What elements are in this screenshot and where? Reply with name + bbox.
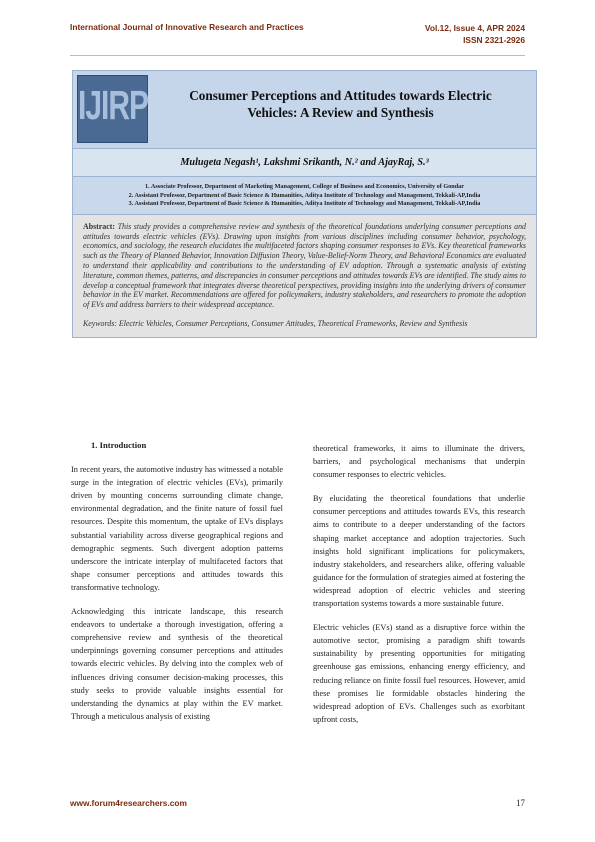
title-block xyxy=(72,70,537,338)
affiliation-3: 3. Assistant Professor, Department of Basic Science & Humanities, Aditya Institute of Technology and Management, Tekkali-AP,India xyxy=(128,200,481,208)
abstract-box xyxy=(73,214,536,337)
paper-title: Consumer Perceptions and Attitudes towards Electric Vehicles: A Review and Synthesis xyxy=(189,88,492,120)
affiliations xyxy=(73,176,536,214)
header-divider xyxy=(70,55,525,56)
affiliation-2: 2. Assistant Professor, Department of Basic Science & Humanities, Aditya Institute of Technology and Management, Tekkali-AP,India xyxy=(128,191,481,199)
paragraph: Electric vehicles (EVs) stand as a disruptive force within the automotive sector, promising a paradigm shift towards sustainability by presenting opportunities for mitigating greenhouse gas emissions, enhancing energy efficiency, and reducing reliance on finite fossil fuel resources. However, amid these promises lie formidable obstacles hindering the widespread adoption of EVs. Challenges such as exorbitant upfront costs, xyxy=(313,623,525,724)
abstract-text: This study provides a comprehensive review and synthesis of the theoretical foundations underlying consumer perceptions and attitudes towards electric vehicles (EVs). Drawing upon insights from various disciplines including consumer behavior, psychology, economics, and sociology, the research elucidates the multifaceted factors shaping consumer responses to EVs. Key theoretical frameworks such as the Theory of Planned Behavior, Innovation Diffusion Theory, Value-Belief-Norm Theory, and Behavioral Economics are evaluated to understand their applicability and contributions to the understanding of EV adoption. Through a systematic analysis of existing literature, common themes, patterns, and discrepancies in consumer perceptions and attitudes towards EVs are identified. The study aims to develop a conceptual framework that integrates diverse theoretical perspectives, providing insights into the underlying drivers of consumer behavior in the EV market. Recommendations are offered for policymakers, industry stakeholders, and researchers to promote the adoption of EVs and address barriers to their widespread acceptance. xyxy=(83,221,526,310)
affiliation-1: 1. Associate Professor, Department of Marketing Management, College of Business and Economics, University of Gondar xyxy=(145,183,464,190)
paragraph: In recent years, the automotive industry has witnessed a notable surge in the integration of electric vehicles (EVs), primarily driven by mounting concerns surrounding climate change, environmental degradation, and the finite nature of fossil fuel resources. Despite this momentum, the uptake of EVs displays substantial variability across diverse geographical regions and demographic segments. Such divergent adoption patterns underscore the intricate interplay of multifaceted factors that shape consumer perceptions and attitudes towards this transformative technology. xyxy=(71,465,283,592)
paragraph: Acknowledging this intricate landscape, this research endeavors to undertake a thorough investigation, offering a comprehensive review and synthesis of the theoretical underpinnings governing consumer perceptions and attitudes towards electric vehicles. By delving into the complex web of influences driving consumer decision-making processes, this study seeks to provide valuable insights essential for understanding the dynamics at play within the EV market. Through a meticulous analysis of existing xyxy=(71,607,283,721)
logo-text: IJIRP xyxy=(78,84,149,129)
page-number: 17 xyxy=(516,798,525,808)
issn: ISSN 2321-2926 xyxy=(463,35,525,45)
abstract xyxy=(83,222,526,310)
volume-issue: Vol.12, Issue 4, APR 2024 xyxy=(424,23,525,33)
title-row xyxy=(73,71,536,148)
left-column xyxy=(71,436,283,734)
journal-name: International Journal of Innovative Research and Practices xyxy=(70,22,304,32)
page-header xyxy=(70,22,525,52)
right-column xyxy=(313,442,525,737)
keywords: Keywords: Electric Vehicles, Consumer Perceptions, Consumer Attitudes, Theoretical Frameworks, Review and Synthesis xyxy=(83,318,468,328)
authors: Mulugeta Negash¹, Lakshmi Srikanth, N.² and AjayRaj, S.³ xyxy=(73,148,536,176)
abstract-label: Abstract: xyxy=(83,221,115,231)
journal-logo xyxy=(77,75,148,143)
issue-info xyxy=(425,22,525,46)
section-heading-introduction: 1. Introduction xyxy=(91,440,147,450)
paragraph: theoretical frameworks, it aims to illuminate the drivers, barriers, and psychological mechanisms that underpin consumer responses to electric vehicles. xyxy=(313,444,525,480)
paragraph: By elucidating the theoretical foundations that underlie consumer perceptions and attitudes towards EVs, this research aims to contribute to a deeper understanding of the factors shaping market acceptance and adoption trajectories. Such insights hold significant implications for policymakers, industry stakeholders, and researchers alike, offering valuable guidance for the formulation of strategies aimed at fostering the widespread adoption of electric vehicles and steering transportation systems towards a more sustainable future. xyxy=(313,494,525,609)
website-link[interactable]: www.forum4researchers.com xyxy=(70,798,187,808)
